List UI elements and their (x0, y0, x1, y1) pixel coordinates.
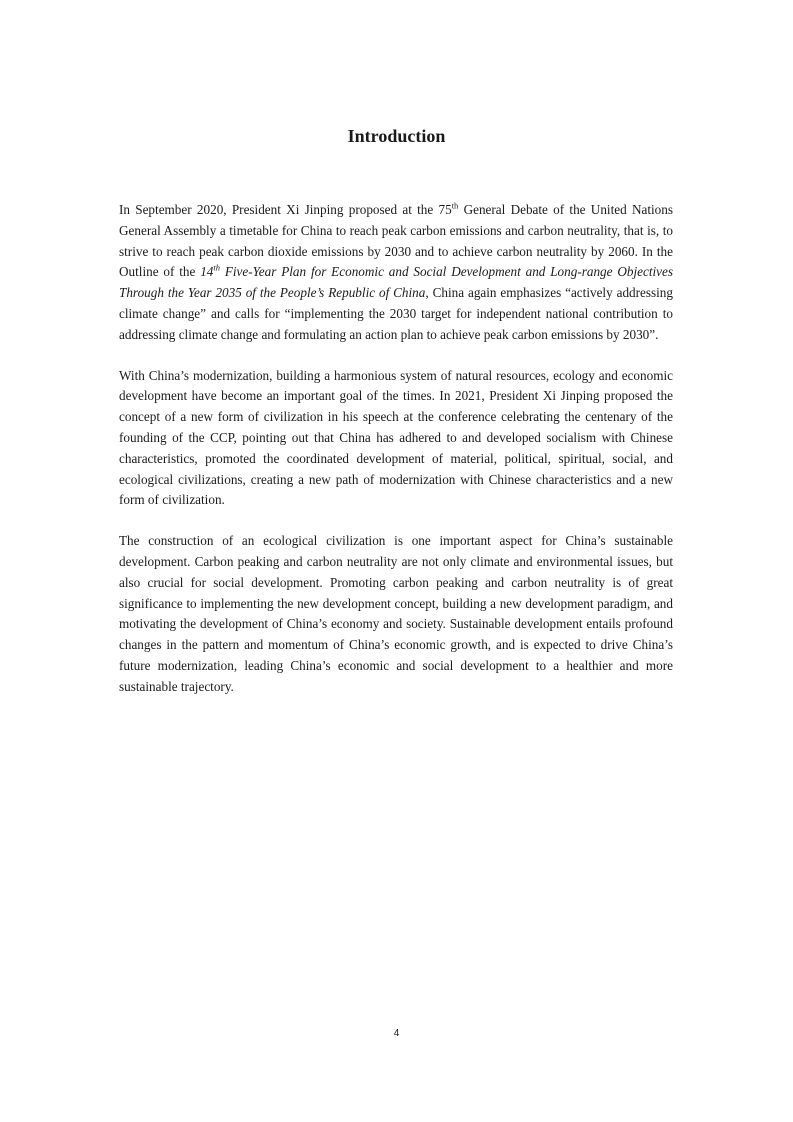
paragraph-2: With China’s modernization, building a harmonious system of natural resources, ecology and economic development have become an important goal of the times. In 2021, President Xi Jinping proposed the concept of a new form of civilization in his speech at the conference celebrating the centenary of the founding of the CCP, pointing out that China has adhered to and developed socialism with Chinese characteristics, promoted the coordinated development of material, political, spiritual, social, and ecological civilizations, creating a new path of modernization with Chinese characteristics and a new form of civilization. (119, 367, 673, 508)
page-number: 4 (393, 1028, 400, 1039)
paragraph-3: The construction of an ecological civilization is one important aspect for China’s sustainable development. Carbon peaking and carbon neutrality are not only climate and environmental issues, but also crucial for social development. Promoting carbon peaking and carbon neutrality is of great significance to implementing the new development concept, building a new development paradigm, and motivating the development of China’s economy and society. Sustainable development entails profound changes in the pattern and momentum of China’s economic growth, and is expected to drive China’s future modernization, leading China’s economic and social development to a healthier and more sustainable trajectory. (119, 533, 673, 694)
page-title: Introduction (347, 126, 446, 146)
paragraph-1-text-a: In September 2020, President Xi Jinping proposed at the 75 (119, 202, 452, 217)
superscript-th: th (451, 200, 459, 211)
paragraph-1-text-b: General Debate of the United Nations General Assembly a timetable for China to reach peak carbon emissions and carbon neutrality, that is, to strive to reach peak carbon dioxide emissions by 2030 and to achieve carbon neutrality by 2060. In the Outline of the (119, 202, 673, 280)
plan-title-superscript: th (213, 263, 220, 273)
paragraph-1 (119, 200, 673, 346)
plan-title-number: 14 (200, 264, 214, 280)
plan-title: Five-Year Plan for Economic and Social Development and Long-range Objectives Through the Year 2035 of the People’s Republic of China (119, 264, 673, 301)
paragraph-1-text-c: , China again emphasizes “actively addressing climate change” and calls for “implementing the 2030 target for independent national contribution to addressing climate change and formulating an action plan to achieve peak carbon emissions by 2030”. (119, 285, 673, 342)
document-body (119, 200, 673, 718)
